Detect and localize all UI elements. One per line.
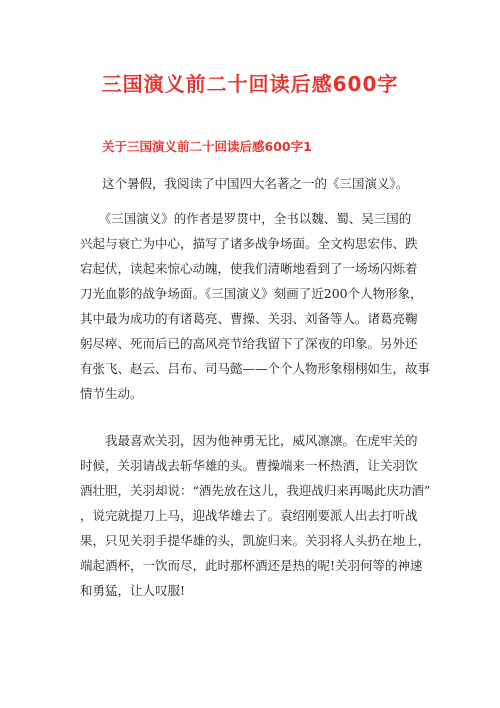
paragraph-line: 和勇猛，让人叹服! (80, 583, 186, 598)
section-heading: 关于三国演义前二十回读后感600字1 (102, 139, 312, 154)
paragraph-3 (80, 428, 431, 603)
paragraph-line: 躬尽瘁、死而后已的高风亮节给我留下了深夜的印象。另外还 (80, 336, 418, 351)
paragraph-line: 我最喜欢关羽，因为他神勇无比，威风凛凛。在虎牢关的 (80, 433, 418, 448)
paragraph-line: 端起酒杯，一饮而尽，此时那杯酒还是热的呢!关羽何等的神速 (80, 558, 423, 573)
paragraph-line: 情节生动。 (80, 386, 143, 401)
paragraph-line: 果，只见关羽手提华雄的头，凯旋归来。关羽将人头扔在地上， (80, 533, 431, 548)
document-title: 三国演义前二十回读后感600字 (101, 72, 399, 96)
paragraph-line: ，说完就提刀上马，迎战华雄去了。袁绍刚要派人出去打听战 (80, 508, 418, 523)
paragraph-line: 刀光血影的战争场面。《三国演义》刻画了近200个人物形象， (80, 286, 423, 301)
paragraph-2 (80, 206, 431, 406)
paragraph-line: 这个暑假，我阅读了中国四大名著之一的《三国演义》。 (102, 176, 409, 191)
paragraph-line: 有张飞、赵云、吕布、司马懿——个个人物形象栩栩如生，故事 (80, 361, 431, 376)
paragraph-line: 酒壮胆，关羽却说：“酒先放在这儿，我迎战归来再喝此庆功酒” (80, 483, 431, 498)
paragraph-1 (102, 171, 420, 196)
paragraph-line: 时候，关羽请战去斩华雄的头。曹操端来一杯热酒，让关羽饮 (80, 458, 418, 473)
paragraph-line: 兴起与衰亡为中心，描写了诸多战争场面。全文构思宏伟、跌 (80, 236, 418, 251)
paragraph-line: 其中最为成功的有诸葛亮、曹操、关羽、刘备等人。诸葛亮鞠 (80, 311, 418, 326)
paragraph-line: 宕起伏，读起来惊心动魄，使我们清晰地看到了一场场闪烁着 (80, 261, 418, 276)
paragraph-line: 《三国演义》的作者是罗贯中，全书以魏、蜀、吴三国的 (80, 211, 412, 226)
